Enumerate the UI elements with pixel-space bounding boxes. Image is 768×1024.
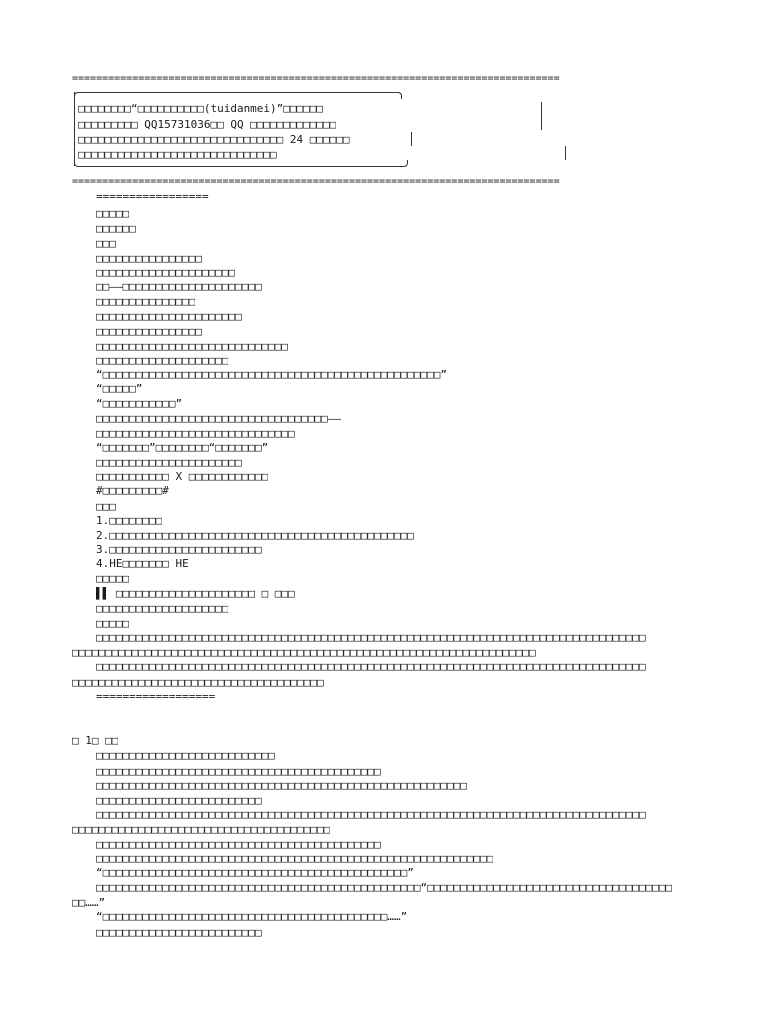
paragraph-line: □□……”	[72, 896, 106, 909]
text-line: □□□□□□□□□□□□□□□□□□□□□□□□□	[96, 794, 262, 807]
paragraph-line: □□□□□□□□□□□□□□□□□□□□□□□□□□□□□□□□□□□□□□□□□□□□□□□□□□□□□□□□□□□□□□□□□□□□□□□□□□□□□□□□□□□	[96, 660, 646, 673]
text-line: □□□□□□□□□□□□□□□□□□□□	[96, 602, 229, 615]
text-line: #□□□□□□□□□#	[96, 484, 169, 497]
separator-line: =================================================================================	[72, 176, 560, 187]
list-item: 3.□□□□□□□□□□□□□□□□□□□□□□□	[96, 543, 262, 556]
text-line: “□□□□□□□□□□□□□□□□□□□□□□□□□□□□□□□□□□□□□□□□□□□□□□□□□□□”	[96, 368, 447, 381]
text-line: □□□□□□□□□□□□□□□□□□□□□□□□□□□□□□□□□□□□□□□□□□□□□□□□□□□□□□□□□□□□	[96, 852, 494, 865]
text-line: □□□□□□□□□□□ X □□□□□□□□□□□□	[96, 470, 269, 483]
text-line: □□□□□□□□□□□□□□□□□□□□□□□□□	[96, 926, 262, 939]
text-line: □□——□□□□□□□□□□□□□□□□□□□□□	[96, 280, 262, 293]
text-line: □□□	[96, 237, 116, 250]
text-line: □□□□□□□□□□□□□□□□□□□□□□□□□□□□□□□□□□□□□□□□□□□	[96, 838, 381, 851]
info-box-line: □□□□□□□□□□□□□□□□□□□□□□□□□□□□□□□ 24 □□□□□□	[78, 133, 350, 146]
text-line: □□□□□□□□□□□□□□□□□□□□□□	[96, 456, 242, 469]
list-item: 1.□□□□□□□□	[96, 514, 163, 527]
text-line: □□□□□□□□□□□□□□□□□□□□□□□□□□□	[96, 749, 275, 762]
text-line: □□□	[96, 500, 116, 513]
paragraph-line: □□□□□□□□□□□□□□□□□□□□□□□□□□□□□□□□□□□□□□□□□□□□□□□□□□□□□□□□□□□□□□□□□□□□□□□□□□□□□□□□□□□	[96, 808, 646, 821]
box-edge-fragment	[411, 132, 412, 146]
text-line: “□□□□□□□□□□□”	[96, 397, 183, 410]
list-item: 4.HE□□□□□□□ HE	[96, 557, 189, 570]
box-edge-fragment	[541, 102, 542, 130]
box-edge-fragment	[565, 146, 566, 160]
text-line: “□□□□□□□□□□□□□□□□□□□□□□□□□□□□□□□□□□□□□□□□□□□……”	[96, 910, 408, 923]
text-line: “□□□□□□□□□□□□□□□□□□□□□□□□□□□□□□□□□□□□□□□□□□□□□□”	[96, 866, 414, 879]
paragraph-line: □□□□□□□□□□□□□□□□□□□□□□□□□□□□□□□□□□□□□□□□□□□□□□□□□□□□□□□□□□□□□□□□□□□□□□	[72, 646, 536, 659]
list-item: 2.□□□□□□□□□□□□□□□□□□□□□□□□□□□□□□□□□□□□□□□□□□□□□□	[96, 529, 414, 542]
text-line: □□□□□	[96, 572, 130, 585]
text-line: □□□□□□□□□□□□□□□□□□□□□□□□□□□□□	[96, 340, 289, 353]
text-line: □□□□□□□□□□□□□□□□□□□□□□□□□□□□□□□□□□□□□□□□□□□	[96, 765, 381, 778]
text-line: □□□□□□	[96, 222, 136, 235]
info-box-line: □□□□□□□□□ QQ15731036□□ QQ □□□□□□□□□□□□□	[78, 118, 337, 131]
text-line: □□□□□	[96, 207, 130, 220]
paragraph-line: □□□□□□□□□□□□□□□□□□□□□□□□□□□□□□□□□□□□□□□□□□□□□□□□□“□□□□□□□□□□□□□□□□□□□□□□□□□□□□□□□□□□□□□	[96, 881, 673, 894]
info-box-line: □□□□□□□□“□□□□□□□□□□(tuidanmei)”□□□□□□	[78, 102, 324, 115]
paragraph-line: □□□□□□□□□□□□□□□□□□□□□□□□□□□□□□□□□□□□□□	[72, 676, 324, 689]
text-line: □□□□□□□□□□□□□□□□□□□□□□□□□□□□□□□□□□□——	[96, 412, 342, 425]
text-line: □□□□□□□□□□□□□□□□□□□□□□	[96, 310, 242, 323]
chapter-heading: □ 1□ □□	[72, 734, 119, 747]
text-line: ▌▌ □□□□□□□□□□□□□□□□□□□□□ □ □□□	[96, 587, 295, 600]
text-line: □□□□□□□□□□□□□□□□□□□□□□□□□□□□□□□□□□□□□□□□□□□□□□□□□□□□□□□□	[96, 779, 467, 792]
text-line: “□□□□□”	[96, 382, 143, 395]
separator-line: =================================================================================	[72, 73, 560, 84]
text-line: “□□□□□□□”□□□□□□□□“□□□□□□□”	[96, 441, 269, 454]
text-line: □□□□□□□□□□□□□□□	[96, 295, 196, 308]
text-line: □□□□□	[96, 617, 130, 630]
text-line: □□□□□□□□□□□□□□□□□□□□	[96, 354, 229, 367]
text-line: □□□□□□□□□□□□□□□□	[96, 325, 202, 338]
separator-line: ==================	[96, 690, 216, 703]
info-box-line: □□□□□□□□□□□□□□□□□□□□□□□□□□□□□□	[78, 148, 277, 161]
text-line: □□□□□□□□□□□□□□□□□□□□□	[96, 266, 236, 279]
paragraph-line: □□□□□□□□□□□□□□□□□□□□□□□□□□□□□□□□□□□□□□□□□□□□□□□□□□□□□□□□□□□□□□□□□□□□□□□□□□□□□□□□□□□	[96, 631, 646, 644]
text-line: □□□□□□□□□□□□□□□□□□□□□□□□□□□□□□	[96, 427, 295, 440]
text-line: □□□□□□□□□□□□□□□□	[96, 252, 202, 265]
paragraph-line: □□□□□□□□□□□□□□□□□□□□□□□□□□□□□□□□□□□□□□□	[72, 823, 331, 836]
text-line: =================	[96, 190, 209, 203]
